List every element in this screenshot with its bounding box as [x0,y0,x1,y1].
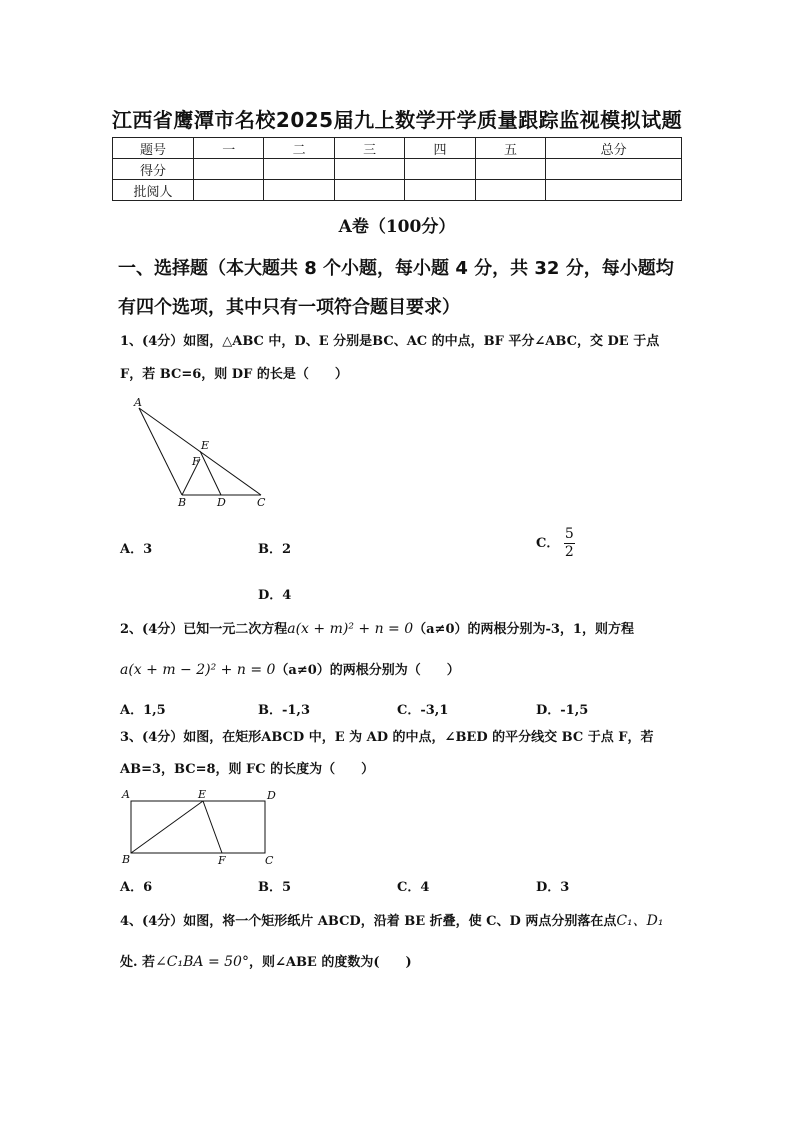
q3-label-e: E [198,788,207,801]
q3-option-b[interactable]: B．5 [258,880,292,895]
q2-option-a[interactable]: A．1,5 [120,703,166,718]
q2-line1-prefix: 2、(4分）已知一元二次方程 [120,622,288,637]
q3-label-c: C [265,854,274,867]
score-table-row [113,159,682,180]
q3-bisector-ef [203,801,222,853]
q1-line1: 1、(4分）如图，△ABC 中，D、E 分别是BC、AC 的中点，BF 平分∠ABC，交 DE 于点 [120,334,660,349]
score-cell-header: 四 [405,138,475,159]
score-cell-header: 三 [334,138,404,159]
q4-line2-prefix: 处. 若 [120,955,156,970]
part1-heading-line1: 一、选择题（本大题共 8 个小题，每小题 4 分，共 32 分，每小题均 [118,258,674,279]
score-cell[interactable] [334,180,404,201]
q3-option-d[interactable]: D．3 [536,880,570,895]
q3-option-c[interactable]: C．4 [397,880,430,895]
q3-option-a[interactable]: A．6 [120,880,153,895]
q1-option-b[interactable]: B．2 [258,542,292,557]
score-cell-header: 总分 [546,138,682,159]
score-cell[interactable] [194,180,264,201]
score-cell[interactable] [405,180,475,201]
fraction-numerator: 5 [564,526,574,542]
q4-line1 [120,912,680,931]
q1-option-a[interactable]: A．3 [120,542,153,557]
score-cell[interactable] [334,159,404,180]
page-title: 江西省鹰潭市名校2025届九上数学开学质量跟踪监视模拟试题 [111,108,683,132]
score-table-header-row [113,138,682,159]
q3-label-d: D [267,789,276,802]
score-cell-header: 二 [264,138,334,159]
q3-label-b: B [122,853,131,866]
q3-line2: AB=3，BC=8，则 FC 的长度为（ ） [120,762,375,777]
q4-line2-suffix: ，则∠ABE 的度数为( ) [248,955,412,970]
score-cell[interactable] [264,159,334,180]
score-table [112,137,682,201]
q4-line2 [120,953,680,972]
q4-angle: ∠C₁BA = 50° [155,954,249,970]
q2-line2-suffix: （a≠0）的两根分别为（ ） [275,663,460,678]
q2-line1 [120,620,680,639]
q1-midline-de [200,451,221,495]
score-cell-header: 一 [194,138,264,159]
q4-line1-prefix: 4、(4分）如图，将一个矩形纸片 ABCD，沿着 BE 折叠，使 C、D 两点分别落在点 [120,914,617,929]
q1-label-e: E [201,439,210,452]
q3-rectangle-abcd [131,801,265,853]
score-cell[interactable] [546,159,682,180]
score-cell-header: 五 [475,138,545,159]
q2-option-c[interactable]: C．-3,1 [397,703,449,718]
score-table-row [113,180,682,201]
q1-label-c: C [257,496,266,509]
q2-line1-suffix: （a≠0）的两根分别为-3，1，则方程 [413,622,634,637]
q1-option-c-fraction [564,526,575,561]
q3-label-f: F [218,854,226,867]
q4-points: C₁、D₁ [616,913,664,929]
fraction-denominator: 2 [564,544,574,560]
q1-triangle-figure [125,393,275,513]
q1-label-a: A [134,396,142,409]
q3-rectangle-figure [118,785,283,870]
q3-segment-be [131,801,203,853]
q2-line2 [120,661,680,680]
q1-option-d[interactable]: D．4 [258,588,292,603]
q1-label-d: D [217,496,226,509]
q1-label-f: F [192,455,200,468]
q3-line1: 3、(4分）如图，在矩形ABCD 中，E 为 AD 的中点，∠BED 的平分线交 BC 于点 F，若 [120,730,654,745]
q3-label-a: A [122,788,130,801]
q2-option-b[interactable]: B．-1,3 [258,703,311,718]
q1-option-c-prefix: C． [536,536,560,551]
score-cell[interactable] [405,159,475,180]
q1-side-ab [139,408,182,495]
q2-option-d[interactable]: D．-1,5 [536,703,589,718]
score-cell-header: 题号 [113,138,194,159]
part1-heading-line2: 有四个选项，其中只有一项符合题目要求） [118,297,460,318]
score-cell[interactable] [475,159,545,180]
score-cell[interactable] [475,180,545,201]
section-a-title: A卷（100分） [338,217,456,237]
score-cell[interactable] [194,159,264,180]
score-cell[interactable] [264,180,334,201]
q2-equation-1: a(x + m)² + n = 0 [287,621,414,637]
score-row-label: 批阅人 [113,180,194,201]
score-row-label: 得分 [113,159,194,180]
q1-label-b: B [178,496,187,509]
q1-line2: F，若 BC=6，则 DF 的长是（ ） [120,367,348,382]
score-cell[interactable] [546,180,682,201]
q1-option-c[interactable] [536,526,575,561]
q2-equation-2: a(x + m − 2)² + n = 0 [120,662,276,678]
